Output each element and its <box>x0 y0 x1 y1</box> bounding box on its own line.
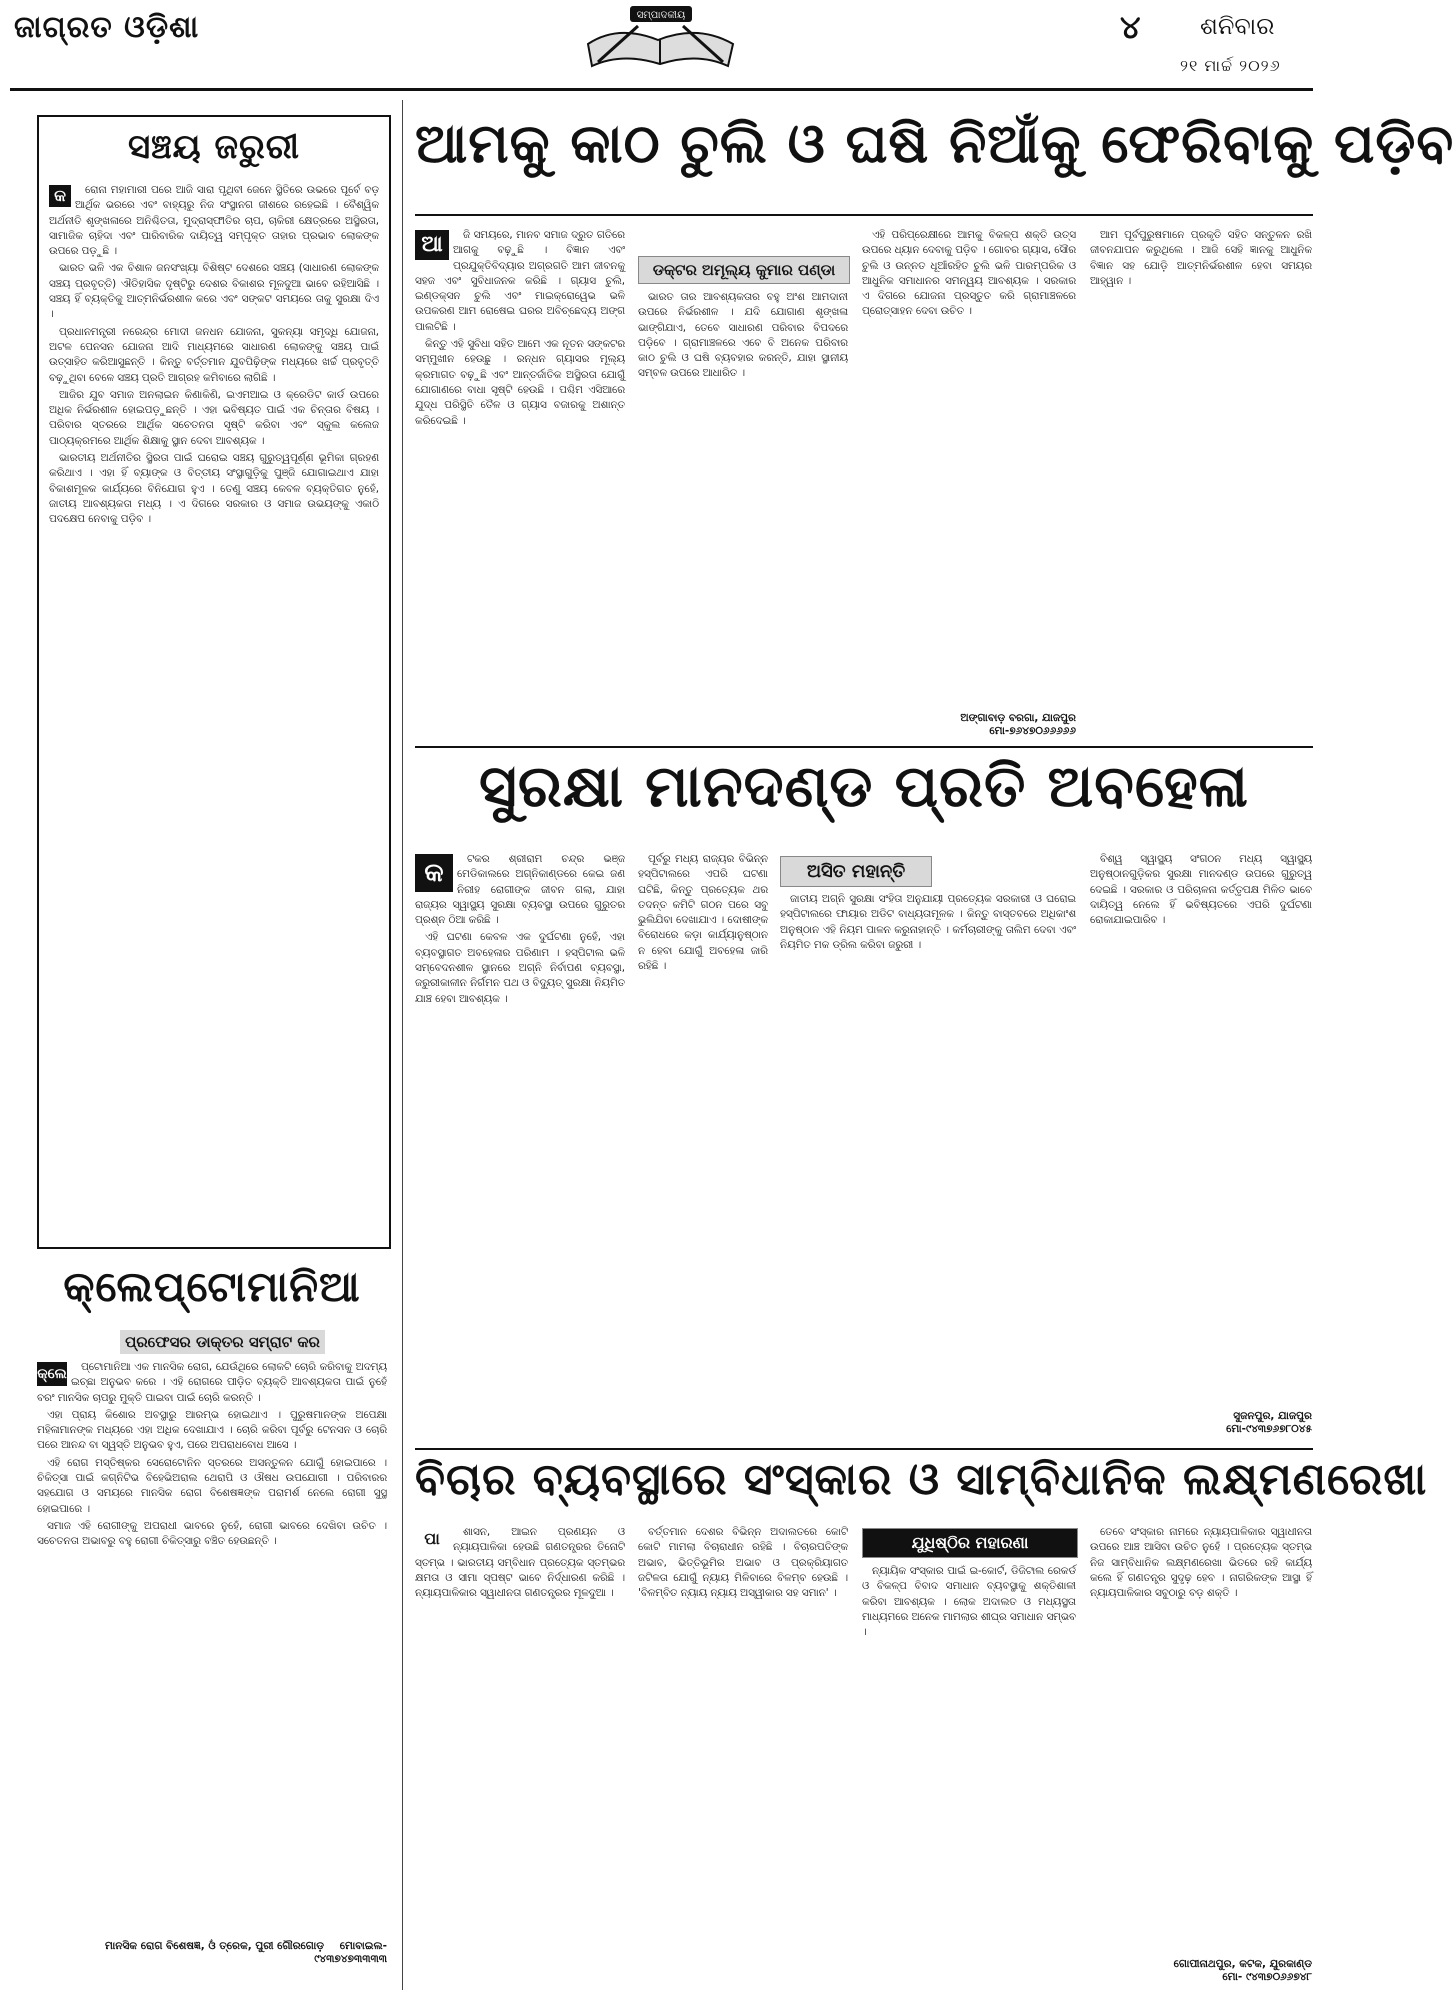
kleptomania-author: ପ୍ରଫେସର ଡାକ୍ତର ସମ୍ରାଟ କର <box>120 1330 325 1354</box>
middle-article-paragraph: ଟକର ଶ୍ରୀରାମ ଚନ୍ଦ୍ର ଭଞ୍ଜ ମେଡିକାଲରେ ଅଗ୍ନିକାଣ୍ଡରେ କେଇ ଜଣ ନିରୀହ ରୋଗୀଙ୍କ ଜୀବନ ଗଲା, ଯାହା ରାଜ୍ୟର ସ୍ୱାସ୍ଥ୍ୟ ସୁରକ୍ଷା ବ୍ୟବସ୍ଥା ଉପରେ ଗୁରୁତର ପ୍ରଶ୍ନ ଠିଆ କରିଛି । <box>415 853 625 927</box>
bottom-article-signature <box>1090 1958 1312 1984</box>
section-logo-text: ସମ୍ପାଦକୀୟ <box>636 10 686 21</box>
middle-article-author: ଅସିତ ମହାନ୍ତି <box>780 856 932 887</box>
bottom-article-paragraph: ତେବେ ସଂସ୍କାର ନାମରେ ନ୍ୟାୟପାଳିକାର ସ୍ୱାଧୀନତା ଉପରେ ଆଞ୍ଚ ଆସିବା ଉଚିତ ନୁହେଁ । ପ୍ରତ୍ୟେକ ସ୍ତମ୍ଭ ନିଜ ସାମ୍ବିଧାନିକ ଲକ୍ଷ୍ମଣରେଖା ଭିତରେ ରହି କାର୍ଯ୍ୟ କଲେ ହିଁ ଗଣତନ୍ତ୍ର ସୁଦୃଢ଼ ହେବ । ନାଗରିକଙ୍କ ଆସ୍ଥା ହିଁ ନ୍ୟାୟପାଳିକାର ସବୁଠାରୁ ବଡ଼ ଶକ୍ତି । <box>1090 1526 1312 1600</box>
top-article-col-2 <box>638 290 848 738</box>
editorial-paragraph: ପ୍ରଧାନମନ୍ତ୍ରୀ ନରେନ୍ଦ୍ର ମୋଦୀ ଜନଧନ ଯୋଜନା, ସୁକନ୍ୟା ସମୃଦ୍ଧି ଯୋଜନା, ଅଟଳ ପେନସନ ଯୋଜନା ଆଦି ମାଧ୍ୟମରେ ସାଧାରଣ ଲୋକଙ୍କୁ ସଞ୍ଚୟ ପାଇଁ ଉତ୍ସାହିତ କରିଆସୁଛନ୍ତି । କିନ୍ତୁ ବର୍ତ୍ତମାନ ଯୁବପିଢ଼ିଙ୍କ ମଧ୍ୟରେ ଖର୍ଚ୍ଚ ପ୍ରବୃତ୍ତି ବଢ଼ୁଥିବା ବେଳେ ସଞ୍ଚୟ ପ୍ରତି ଆଗ୍ରହ କମିବାରେ ଲାଗିଛି । <box>49 325 379 384</box>
kleptomania-signature-place: ମାନସିକ ରୋଗ ବିଶେଷଜ୍ଞ, ଓଁ ତ୍ରେକ, ପୁରୀ ଗୌରଗୋଡ଼ <box>104 1940 325 1952</box>
middle-article-paragraph: ବିଶ୍ୱ ସ୍ୱାସ୍ଥ୍ୟ ସଂଗଠନ ମଧ୍ୟ ସ୍ୱାସ୍ଥ୍ୟ ଅନୁଷ୍ଠାନଗୁଡ଼ିକର ସୁରକ୍ଷା ମାନଦଣ୍ଡ ଉପରେ ଗୁରୁତ୍ୱ ଦେଇଛି । ସରକାର ଓ ପରିଚାଳନା କର୍ତ୍ତୃପକ୍ଷ ମିଳିତ ଭାବେ ଦାୟିତ୍ୱ ନେଲେ ହିଁ ଭବିଷ୍ୟତରେ ଏପରି ଦୁର୍ଘଟଣା ରୋକାଯାଇପାରିବ । <box>1090 853 1312 927</box>
top-article-paragraph: କିନ୍ତୁ ଏହି ସୁବିଧା ସହିତ ଆମେ ଏକ ନୂତନ ସଙ୍କଟର ସମ୍ମୁଖୀନ ହେଉଛୁ । ରନ୍ଧନ ଗ୍ୟାସର ମୂଲ୍ୟ କ୍ରମାଗତ ବଢ଼ୁଛି ଏବଂ ଆନ୍ତର୍ଜାତିକ ଅସ୍ଥିରତା ଯୋଗୁଁ ଯୋଗାଣରେ ବାଧା ସୃଷ୍ଟି ହେଉଛି । ପଶ୍ଚିମ ଏସିଆରେ ଯୁଦ୍ଧ ପରିସ୍ଥିତି ତୈଳ ଓ ଗ୍ୟାସ ବଜାରକୁ ଅଶାନ୍ତ କରିଦେଇଛି । <box>415 338 625 427</box>
editorial-section-logo <box>578 4 743 78</box>
middle-article-signature <box>1090 1410 1312 1436</box>
middle-article-col-4 <box>1090 852 1312 1407</box>
top-article-author: ଡକ୍ଟର ଅମୂଲ୍ୟ କୁମାର ପଣ୍ଡା <box>638 256 850 284</box>
top-article-bottom-rule <box>415 746 1313 748</box>
top-article-headline: ଆମକୁ କାଠ ଚୁଲି ଓ ଘଷି ନିଆଁକୁ ଫେରିବାକୁ ପଡ଼ିବ <box>415 112 1454 175</box>
page-number: ୪ <box>1120 8 1141 46</box>
bottom-article-paragraph: ନ୍ୟାୟିକ ସଂସ୍କାର ପାଇଁ ଇ-କୋର୍ଟ, ଡିଜିଟାଲ ରେକର୍ଡ ଓ ବିକଳ୍ପ ବିବାଦ ସମାଧାନ ବ୍ୟବସ୍ଥାକୁ ଶକ୍ତିଶାଳୀ କରିବା ଆବଶ୍ୟକ । ଲୋକ ଅଦାଲତ ଓ ମଧ୍ୟସ୍ଥତା ମାଧ୍ୟମରେ ଅନେକ ମାମଲାର ଶୀଘ୍ର ସମାଧାନ ସମ୍ଭବ । <box>862 1565 1076 1639</box>
top-article-paragraph: ଏହି ପରିପ୍ରେକ୍ଷୀରେ ଆମକୁ ବିକଳ୍ପ ଶକ୍ତି ଉତ୍ସ ଉପରେ ଧ୍ୟାନ ଦେବାକୁ ପଡ଼ିବ । ଗୋବର ଗ୍ୟାସ, ସୌର ଚୁଲି ଓ ଉନ୍ନତ ଧୂଆଁରହିତ ଚୁଲି ଭଳି ପାରମ୍ପରିକ ଓ ଆଧୁନିକ ସମାଧାନର ସମନ୍ୱୟ ଆବଶ୍ୟକ । ସରକାର ଏ ଦିଗରେ ଯୋଜନା ପ୍ରସ୍ତୁତ କରି ଗ୍ରାମାଞ୍ଚଳରେ ପ୍ରୋତ୍ସାହନ ଦେବା ଉଚିତ । <box>862 229 1076 318</box>
kleptomania-paragraph: ଏହି ରୋଗ ମସ୍ତିଷ୍କର ସେରୋଟୋନିନ ସ୍ତରରେ ଅସନ୍ତୁଳନ ଯୋଗୁଁ ହୋଇପାରେ । ଚିକିତ୍ସା ପାଇଁ କଗ୍ନିଟିଭ ବିହେଭିଅରାଲ ଥେରାପି ଓ ଔଷଧ ଉପଯୋଗୀ । ପରିବାରର ସହଯୋଗ ଓ ସମୟରେ ମାନସିକ ରୋଗ ବିଶେଷଜ୍ଞଙ୍କ ପରାମର୍ଶ ନେଲେ ରୋଗୀ ସୁସ୍ଥ ହୋଇପାରେ । <box>37 1456 387 1515</box>
middle-article-paragraph: ପୂର୍ବରୁ ମଧ୍ୟ ରାଜ୍ୟର ବିଭିନ୍ନ ହସ୍ପିଟାଲରେ ଏପରି ଘଟଣା ଘଟିଛି, କିନ୍ତୁ ପ୍ରତ୍ୟେକ ଥର ତଦନ୍ତ କମିଟି ଗଠନ ପରେ ସବୁ ଭୁଲିଯିବା ଦେଖାଯାଏ । ଦୋଷୀଙ୍କ ବିରୋଧରେ କଡ଼ା କାର୍ଯ୍ୟାନୁଷ୍ଠାନ ନ ହେବା ଯୋଗୁଁ ଅବହେଳା ଜାରି ରହିଛି । <box>638 853 768 973</box>
editorial-body <box>49 183 379 1241</box>
top-article-paragraph: ଜି ସମୟରେ, ମାନବ ସମାଜ ଦ୍ରୁତ ଗତିରେ ଆଗକୁ ବଢ଼ୁଛି । ବିଜ୍ଞାନ ଏବଂ ପ୍ରଯୁକ୍ତିବିଦ୍ୟାର ଅଗ୍ରଗତି ଆମ ଜୀବନକୁ ସହଜ ଏବଂ ସୁବିଧାଜନକ କରିଛି । ଗ୍ୟାସ ଚୁଲି, ଇଣ୍ଡକ୍ସନ ଚୁଲି ଏବଂ ମାଇକ୍ରୋୱେଭ ଭଳି ଉପକରଣ ଆମ ରୋଷେଇ ଘରର ଅବିଚ୍ଛେଦ୍ୟ ଅଙ୍ଗ ପାଲଟିଛି । <box>415 229 625 333</box>
editorial-paragraph: ରୋନା ମହାମାରୀ ପରେ ଆଜି ସାରା ପୃଥିବୀ ଜେନେ ସ୍ଥିତିରେ ଉଭରେ ପୂର୍ବେ ବଡ଼ ଆର୍ଥିକ ଭରରେ ଏବଂ ବାହ୍ୟରୁ ନିଜ ସଂସ୍ଥାନଗ ଜୀଶରେ ରହେଇଛି । ବୈଶ୍ୱିକ ଅର୍ଥନୀତି ଶୃଙ୍ଖଳାରେ ଅନିଶ୍ଚିତତା, ମୁଦ୍ରାସ୍ଫୀତିର ଚାପ, ଚାକିରୀ କ୍ଷେତ୍ରରେ ଅସ୍ଥିରତା, ସାମାଜିକ ଚାହିଦା ଏବଂ ପାରିବାରିକ ଦାୟିତ୍ୱ ସମ୍ପୃକ୍ତ ତାହାର ପ୍ରଭାବ ଲୋକଙ୍କ ଉପରେ ପଡ଼ୁଛି । <box>49 184 379 258</box>
top-article-col-1 <box>415 228 625 738</box>
kleptomania-title: କ୍ଲେପ୍ଟୋମାନିଆ <box>63 1262 361 1311</box>
bottom-article-phone: ମୋ- ୯୪୩୭୦୬୬୭୪୮ <box>1222 1971 1312 1983</box>
top-article-paragraph: ଆମ ପୂର୍ବପୁରୁଷମାନେ ପ୍ରକୃତି ସହିତ ସନ୍ତୁଳନ ରଖି ଜୀବନଯାପନ କରୁଥିଲେ । ଆଜି ସେହି ଜ୍ଞାନକୁ ଆଧୁନିକ ବିଜ୍ଞାନ ସହ ଯୋଡ଼ି ଆତ୍ମନିର୍ଭରଶୀଳ ହେବା ସମୟର ଆହ୍ୱାନ । <box>1090 229 1312 287</box>
editorial-box <box>37 115 391 1249</box>
middle-article-signature-place: ସୁଜନପୁର, ଯାଜପୁର <box>1233 1410 1312 1422</box>
bottom-article-drop-letter: ପା <box>415 1527 449 1551</box>
kleptomania-body <box>37 1360 387 1935</box>
column-divider <box>402 100 403 1990</box>
middle-article-paragraph: ଏହି ଘଟଣା କେବଳ ଏକ ଦୁର୍ଘଟଣା ନୁହେଁ, ଏହା ବ୍ୟବସ୍ଥାଗତ ଅବହେଳାର ପରିଣାମ । ହସ୍ପିଟାଲ ଭଳି ସମ୍ବେଦନଶୀଳ ସ୍ଥାନରେ ଅଗ୍ନି ନିର୍ବାପଣ ବ୍ୟବସ୍ଥା, ଜରୁରୀକାଳୀନ ନିର୍ଗମନ ପଥ ଓ ବିଦ୍ୟୁତ୍ ସୁରକ୍ଷା ନିୟମିତ ଯାଞ୍ଚ ହେବା ଆବଶ୍ୟକ । <box>415 931 625 1005</box>
bottom-article-paragraph: ବର୍ତ୍ତମାନ ଦେଶର ବିଭିନ୍ନ ଅଦାଲତରେ କୋଟି କୋଟି ମାମଲା ବିଚାରାଧୀନ ରହିଛି । ବିଚାରପତିଙ୍କ ଅଭାବ, ଭିତ୍ତିଭୂମିର ଅଭାବ ଓ ପ୍ରକ୍ରିୟାଗତ ଜଟିଳତା ଯୋଗୁଁ ନ୍ୟାୟ ମିଳିବାରେ ବିଳମ୍ବ ହେଉଛି । 'ବିଳମ୍ବିତ ନ୍ୟାୟ ନ୍ୟାୟ ଅସ୍ୱୀକାର ସହ ସମାନ' । <box>638 1526 848 1600</box>
bottom-article-signature-place: ଗୋପୀନାଥପୁର, କଟକ, ଯୁରକାଣ୍ଡ <box>1173 1958 1312 1970</box>
masthead-divider <box>10 88 1313 91</box>
bottom-article-col-2 <box>638 1525 848 1985</box>
middle-article-phone: ମୋ-୯୪୩୭୬୭୮୦୪୫ <box>1226 1423 1312 1435</box>
editorial-paragraph: ଭାରତ ଭଳି ଏକ ବିଶାଳ ଜନସଂଖ୍ୟା ବିଶିଷ୍ଟ ଦେଶରେ ସଞ୍ଚୟ (ସାଧାରଣ ଲୋକଙ୍କ ସଞ୍ଚୟ ପ୍ରବୃତ୍ତି) ଐତିହାସିକ ଦୃଷ୍ଟିରୁ ଦେଶର ବିକାଶର ମୂଳଦୁଆ ଭାବେ ରହିଆସିଛି । ସଞ୍ଚୟ ହିଁ ବ୍ୟକ୍ତିକୁ ଆତ୍ମନିର୍ଭରଶୀଳ କରେ ଏବଂ ସଙ୍କଟ ସମୟରେ ତାକୁ ସୁରକ୍ଷା ଦିଏ । <box>49 262 379 321</box>
top-article-col-4 <box>1090 228 1312 738</box>
bottom-article-paragraph: ଶାସନ, ଆଇନ ପ୍ରଣୟନ ଓ ନ୍ୟାୟପାଳିକା ହେଉଛି ଗଣତନ୍ତ୍ରର ତିନୋଟି ସ୍ତମ୍ଭ । ଭାରତୀୟ ସମ୍ବିଧାନ ପ୍ରତ୍ୟେକ ସ୍ତମ୍ଭର କ୍ଷମତା ଓ ସୀମା ସ୍ପଷ୍ଟ ଭାବେ ନିର୍ଦ୍ଧାରଣ କରିଛି । ନ୍ୟାୟପାଳିକାର ସ୍ୱାଧୀନତା ଗଣତନ୍ତ୍ରର ମୂଳଦୁଆ । <box>415 1526 625 1600</box>
bottom-article-headline: ବିଚାର ବ୍ୟବସ୍ଥାରେ ସଂସ୍କାର ଓ ସାମ୍ବିଧାନିକ ଲକ୍ଷ୍ମଣରେଖା <box>415 1454 1428 1505</box>
middle-article-drop-letter: କ <box>415 854 453 892</box>
issue-date: ୨୧ ମାର୍ଚ୍ଚ ୨୦୨୬ <box>1180 56 1281 75</box>
middle-article-col-2 <box>638 852 768 1442</box>
editorial-paragraph: ଭାରତୀୟ ଅର୍ଥନୀତିର ସ୍ଥିରତା ପାଇଁ ଘରୋଇ ସଞ୍ଚୟ ଗୁରୁତ୍ୱପୂର୍ଣ୍ଣ ଭୂମିକା ଗ୍ରହଣ କରିଥାଏ । ଏହା ହିଁ ବ୍ୟାଙ୍କ ଓ ବିତ୍ତୀୟ ସଂସ୍ଥାଗୁଡ଼ିକୁ ପୁଞ୍ଜି ଯୋଗାଇଥାଏ ଯାହା ବିକାଶମୂଳକ କାର୍ଯ୍ୟରେ ବିନିଯୋଗ ହୁଏ । ତେଣୁ ସଞ୍ଚୟ କେବଳ ବ୍ୟକ୍ତିଗତ ନୁହେଁ, ଜାତୀୟ ଆବଶ୍ୟକତା ମଧ୍ୟ । ଏ ଦିଗରେ ସରକାର ଓ ସମାଜ ଉଭୟଙ୍କୁ ଏକାଠି ପଦକ୍ଷେପ ନେବାକୁ ପଡ଼ିବ । <box>49 452 379 526</box>
top-article-col-3 <box>862 228 1076 708</box>
bottom-article-col-1 <box>415 1525 625 1985</box>
top-article-drop-letter: ଆ <box>415 230 449 260</box>
kleptomania-drop-letter: କ୍ଲେ <box>37 1362 67 1386</box>
kleptomania-paragraph: ଏହା ପ୍ରାୟ କିଶୋର ଅବସ୍ଥାରୁ ଆରମ୍ଭ ହୋଇଥାଏ । ପୁରୁଷମାନଙ୍କ ଅପେକ୍ଷା ମହିଳାମାନଙ୍କ ମଧ୍ୟରେ ଏହା ଅଧିକ ଦେଖାଯାଏ । ଚୋରି କରିବା ପୂର୍ବରୁ ଟେନସନ ଓ ଚୋରି ପରେ ଆନନ୍ଦ ବା ସ୍ୱସ୍ତି ଅନୁଭବ ହୁଏ, ପରେ ଅପରାଧବୋଧ ଆସେ । <box>37 1408 387 1452</box>
bottom-article-author: ଯୁଧିଷ୍ଠିର ମହାରଣା <box>862 1528 1078 1558</box>
middle-article-col-3 <box>780 892 1076 1442</box>
editorial-drop-letter: କ <box>49 185 71 207</box>
kleptomania-phone: ମୋବାଇଲ- ୯୪୩୭୪୭୩୩୩୩ <box>314 1940 387 1965</box>
kleptomania-paragraph: ପ୍ଟୋମାନିଆ ଏକ ମାନସିକ ରୋଗ, ଯେଉଁଥିରେ ଲୋକଟି ଚୋରି କରିବାକୁ ଅଦମ୍ୟ ଇଚ୍ଛା ଅନୁଭବ କରେ । ଏହି ରୋଗରେ ପୀଡ଼ିତ ବ୍ୟକ୍ତି ଆବଶ୍ୟକତା ପାଇଁ ନୁହେଁ ବରଂ ମାନସିକ ଚାପରୁ ମୁକ୍ତି ପାଇବା ପାଇଁ ଚୋରି କରନ୍ତି । <box>37 1361 387 1404</box>
paper-name: ଜାଗ୍ରତ ଓଡ଼ିଶା <box>14 10 200 45</box>
top-article-signature-place: ଅଙ୍ଗାବାଡ଼ ବରଗା, ଯାଜପୁର <box>960 712 1076 724</box>
top-headline-rule <box>415 214 1313 216</box>
top-article-paragraph: ଭାରତ ତାର ଆବଶ୍ୟକତାର ବହୁ ଅଂଶ ଆମଦାନୀ ଉପରେ ନିର୍ଭରଶୀଳ । ଯଦି ଯୋଗାଣ ଶୃଙ୍ଖଳା ଭାଙ୍ଗିଯାଏ, ତେବେ ସାଧାରଣ ପରିବାର ବିପଦରେ ପଡ଼ିବେ । ଗ୍ରାମାଞ୍ଚଳରେ ଏବେ ବି ଅନେକ ପରିବାର କାଠ ଚୁଲି ଓ ଘଷି ବ୍ୟବହାର କରନ୍ତି, ଯାହା ସ୍ଥାନୀୟ ସମ୍ବଳ ଉପରେ ଆଧାରିତ । <box>638 291 848 380</box>
middle-article-headline: ସୁରକ୍ଷା ମାନଦଣ୍ଡ ପ୍ରତି ଅବହେଳା <box>479 752 1249 820</box>
middle-article-col-1 <box>415 852 625 1442</box>
bottom-article-col-3 <box>862 1564 1076 1984</box>
issue-day: ଶନିବାର <box>1200 12 1275 40</box>
middle-article-bottom-rule <box>415 1448 1313 1450</box>
top-article-phone: ମୋ-୭୬୪୭୦୬୬୬୬୬ <box>989 725 1076 737</box>
kleptomania-signature <box>37 1940 387 1966</box>
bottom-article-col-4 <box>1090 1525 1312 1955</box>
editorial-title: ସଞ୍ଚୟ ଜରୁରୀ <box>127 127 300 167</box>
middle-article-paragraph: ଜାତୀୟ ଅଗ୍ନି ସୁରକ୍ଷା ସଂହିତା ଅନୁଯାୟୀ ପ୍ରତ୍ୟେକ ସରକାରୀ ଓ ଘରୋଇ ହସ୍ପିଟାଲରେ ଫାୟାର ଅଡିଟ ବାଧ୍ୟତାମୂଳକ । କିନ୍ତୁ ବାସ୍ତବରେ ଅଧିକାଂଶ ଅନୁଷ୍ଠାନ ଏହି ନିୟମ ପାଳନ କରୁନାହାନ୍ତି । କର୍ମଚାରୀଙ୍କୁ ତାଲିମ ଦେବା ଏବଂ ନିୟମିତ ମକ ଡ୍ରିଲ କରିବା ଜରୁରୀ । <box>780 893 1076 951</box>
top-article-signature <box>862 712 1076 738</box>
kleptomania-paragraph: ସମାଜ ଏହି ରୋଗୀଙ୍କୁ ଅପରାଧୀ ଭାବରେ ନୁହେଁ, ରୋଗୀ ଭାବରେ ଦେଖିବା ଉଚିତ । ସଚେତନତା ଅଭାବରୁ ବହୁ ରୋଗୀ ଚିକିତ୍ସାରୁ ବଞ୍ଚିତ ହେଉଛନ୍ତି । <box>37 1519 387 1548</box>
editorial-paragraph: ଆଜିର ଯୁବ ସମାଜ ଅନଲାଇନ କିଣାକିଣି, ଇଏମଆଇ ଓ କ୍ରେଡିଟ କାର୍ଡ ଉପରେ ଅଧିକ ନିର୍ଭରଶୀଳ ହୋଇପଡ଼ୁଛନ୍ତି । ଏହା ଭବିଷ୍ୟତ ପାଇଁ ଏକ ଚିନ୍ତାର ବିଷୟ । ପରିବାର ସ୍ତରରେ ଆର୍ଥିକ ସଚେତନତା ସୃଷ୍ଟି କରିବା ଏବଂ ସ୍କୁଲ କଲେଜ ପାଠ୍ୟକ୍ରମରେ ଆର୍ଥିକ ଶିକ୍ଷାକୁ ସ୍ଥାନ ଦେବା ଆବଶ୍ୟକ । <box>49 388 379 447</box>
